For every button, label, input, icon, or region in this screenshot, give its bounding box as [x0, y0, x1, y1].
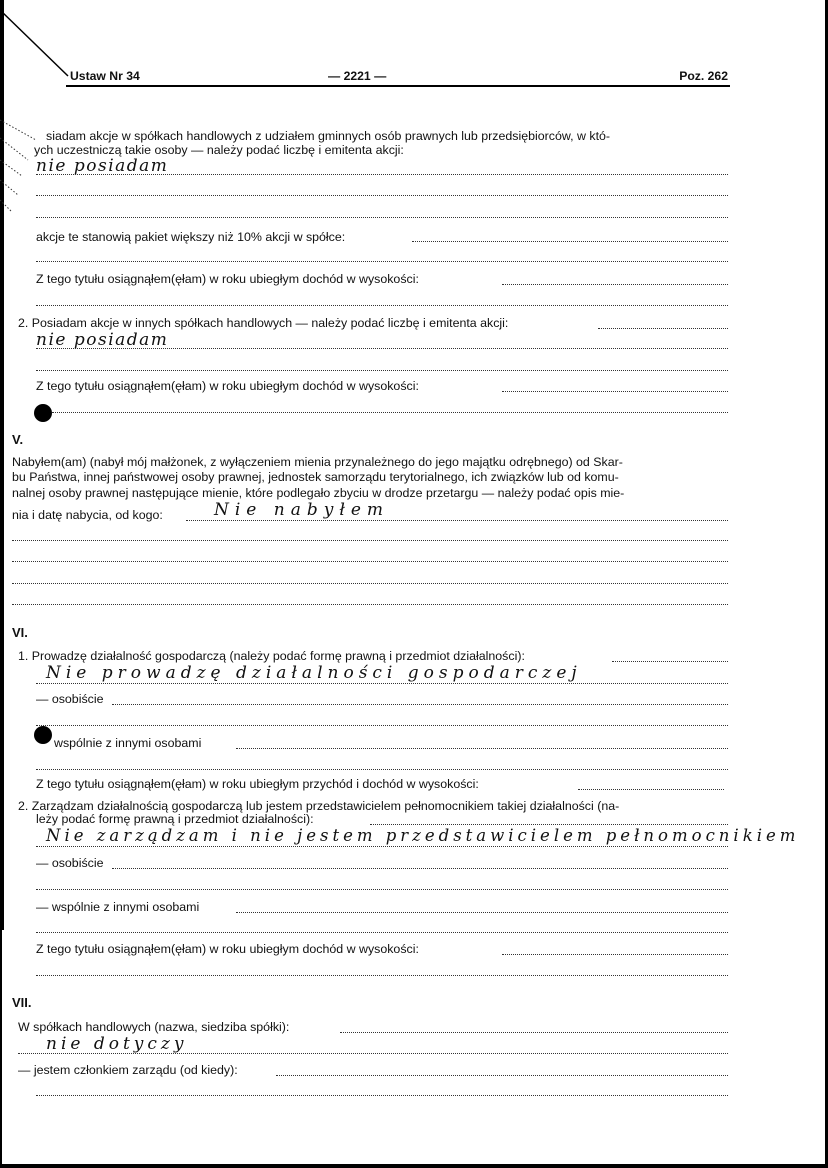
- share-packet-label: akcje te stanowią pakiet większy niż 10% akcji w spółce:: [36, 230, 346, 244]
- item1-handwritten-answer[interactable]: nie posiadam: [36, 156, 169, 176]
- answer-line[interactable]: [52, 412, 728, 413]
- item2-field[interactable]: [598, 328, 728, 329]
- section-v-text-line4: nia i datę nabycia, od kogo:: [12, 508, 163, 522]
- publication-title: Ustaw Nr 34: [70, 69, 140, 83]
- section-v-text-line2: bu Państwa, innej państwowej osoby prawnej, jednostek samorządu terytorialnego, ich związków lub od komu-: [12, 470, 619, 484]
- answer-line[interactable]: [36, 1095, 728, 1096]
- section-vii-numeral: VII.: [12, 995, 32, 1010]
- vi-item1-jointly-field[interactable]: [236, 748, 728, 749]
- answer-line[interactable]: [36, 174, 728, 175]
- section-v-text-line3: nalnej osoby prawnej następujące mienie, które podlegało zbyciu w drodze przetargu — należy podać opis mie-: [12, 486, 625, 500]
- answer-line[interactable]: [36, 261, 728, 262]
- punch-hole: [34, 404, 52, 422]
- vi-item1-label: 1. Prowadzę działalność gospodarczą (należy podać formę prawną i przedmiot działalności):: [18, 649, 525, 663]
- vi-item2-jointly-label: — wspólnie z innymi osobami: [36, 900, 200, 914]
- vii-board-field[interactable]: [276, 1075, 728, 1076]
- position-number: Poz. 262: [679, 69, 728, 83]
- answer-line[interactable]: [12, 540, 728, 541]
- vi-item2-personally-label: — osobiście: [36, 856, 104, 870]
- answer-line[interactable]: [12, 604, 728, 605]
- vi-item2-jointly-field[interactable]: [236, 912, 728, 913]
- section-v-handwritten-answer[interactable]: Nie nabyłem: [214, 500, 390, 520]
- vi-item2-income-field[interactable]: [502, 954, 728, 955]
- answer-line[interactable]: [36, 769, 728, 770]
- answer-line[interactable]: [12, 561, 728, 562]
- answer-line[interactable]: [36, 305, 728, 306]
- vi-item2-label-line2: leży podać formę prawną i przedmiot działalności):: [36, 812, 314, 826]
- answer-line[interactable]: [36, 683, 728, 684]
- share-packet-field[interactable]: [412, 241, 728, 242]
- answer-line[interactable]: [36, 217, 728, 218]
- item1-label-line1: siadam akcje w spółkach handlowych z udziałem gminnych osób prawnych lub przedsiębiorców, w któ-: [46, 129, 611, 143]
- answer-line[interactable]: [36, 975, 728, 976]
- answer-line[interactable]: [12, 583, 728, 584]
- vii-companies-handwritten-answer[interactable]: nie dotyczy: [46, 1034, 188, 1054]
- income-label-1: Z tego tytułu osiągnąłem(ęłam) w roku ubiegłym dochód w wysokości:: [36, 272, 419, 286]
- answer-line[interactable]: [36, 932, 728, 933]
- section-v-numeral: V.: [12, 432, 24, 447]
- vii-companies-label: W spółkach handlowych (nazwa, siedziba spółki):: [18, 1020, 290, 1034]
- vi-item2-field[interactable]: [370, 824, 728, 825]
- page-header: [66, 67, 730, 87]
- item2-label: 2. Posiadam akcje w innych spółkach handlowych — należy podać liczbę i emitenta akcji:: [18, 316, 509, 330]
- vi-item2-personally-field[interactable]: [112, 868, 728, 869]
- section-vi-numeral: VI.: [12, 625, 28, 640]
- item1-label-line2: ych uczestniczą takie osoby — należy podać liczbę i emitenta akcji:: [34, 143, 404, 157]
- vi-item1-personally-label: — osobiście: [36, 692, 104, 706]
- answer-line[interactable]: [36, 370, 728, 371]
- answer-line[interactable]: [18, 1053, 728, 1054]
- vii-companies-field[interactable]: [340, 1032, 728, 1033]
- section-v-answer-field[interactable]: [186, 520, 728, 521]
- vi-item1-field[interactable]: [612, 661, 728, 662]
- vi-item1-income-field[interactable]: [578, 789, 724, 790]
- page-number: — 2221 —: [328, 69, 387, 83]
- vi-item1-handwritten-answer[interactable]: Nie prowadzę działalności gospodarczej: [46, 663, 582, 683]
- income-field-2[interactable]: [502, 391, 728, 392]
- vi-item1-income-label: Z tego tytułu osiągnąłem(ęłam) w roku ubiegłym przychód i dochód w wysokości:: [36, 777, 479, 791]
- punch-hole: [34, 726, 52, 744]
- answer-line[interactable]: [36, 195, 728, 196]
- section-v-text-line1: Nabyłem(am) (nabył mój małżonek, z wyłączeniem mienia przynależnego do jego majątku odrębnego) od Skar-: [12, 455, 623, 469]
- item2-handwritten-answer[interactable]: nie posiadam: [36, 330, 169, 350]
- vi-item1-jointly-label: wspólnie z innymi osobami: [54, 736, 202, 750]
- vi-item2-label-line1: 2. Zarządzam działalnością gospodarczą lub jestem przedstawicielem pełnomocnikiem takiej działalności (na-: [18, 799, 620, 813]
- vi-item2-income-label: Z tego tytułu osiągnąłem(ęłam) w roku ubiegłym dochód w wysokości:: [36, 942, 419, 956]
- vii-board-label: — jestem członkiem zarządu (od kiedy):: [18, 1063, 238, 1077]
- income-field-1[interactable]: [502, 284, 728, 285]
- vi-item1-personally-field[interactable]: [112, 704, 728, 705]
- vi-item2-handwritten-answer[interactable]: Nie zarządzam i nie jestem przedstawicielem pełnomocnikiem: [46, 826, 800, 845]
- answer-line[interactable]: [36, 846, 728, 847]
- answer-line[interactable]: [36, 889, 728, 890]
- answer-line[interactable]: [36, 725, 728, 726]
- income-label-2: Z tego tytułu osiągnąłem(ęłam) w roku ubiegłym dochód w wysokości:: [36, 379, 419, 393]
- answer-line[interactable]: [36, 348, 728, 349]
